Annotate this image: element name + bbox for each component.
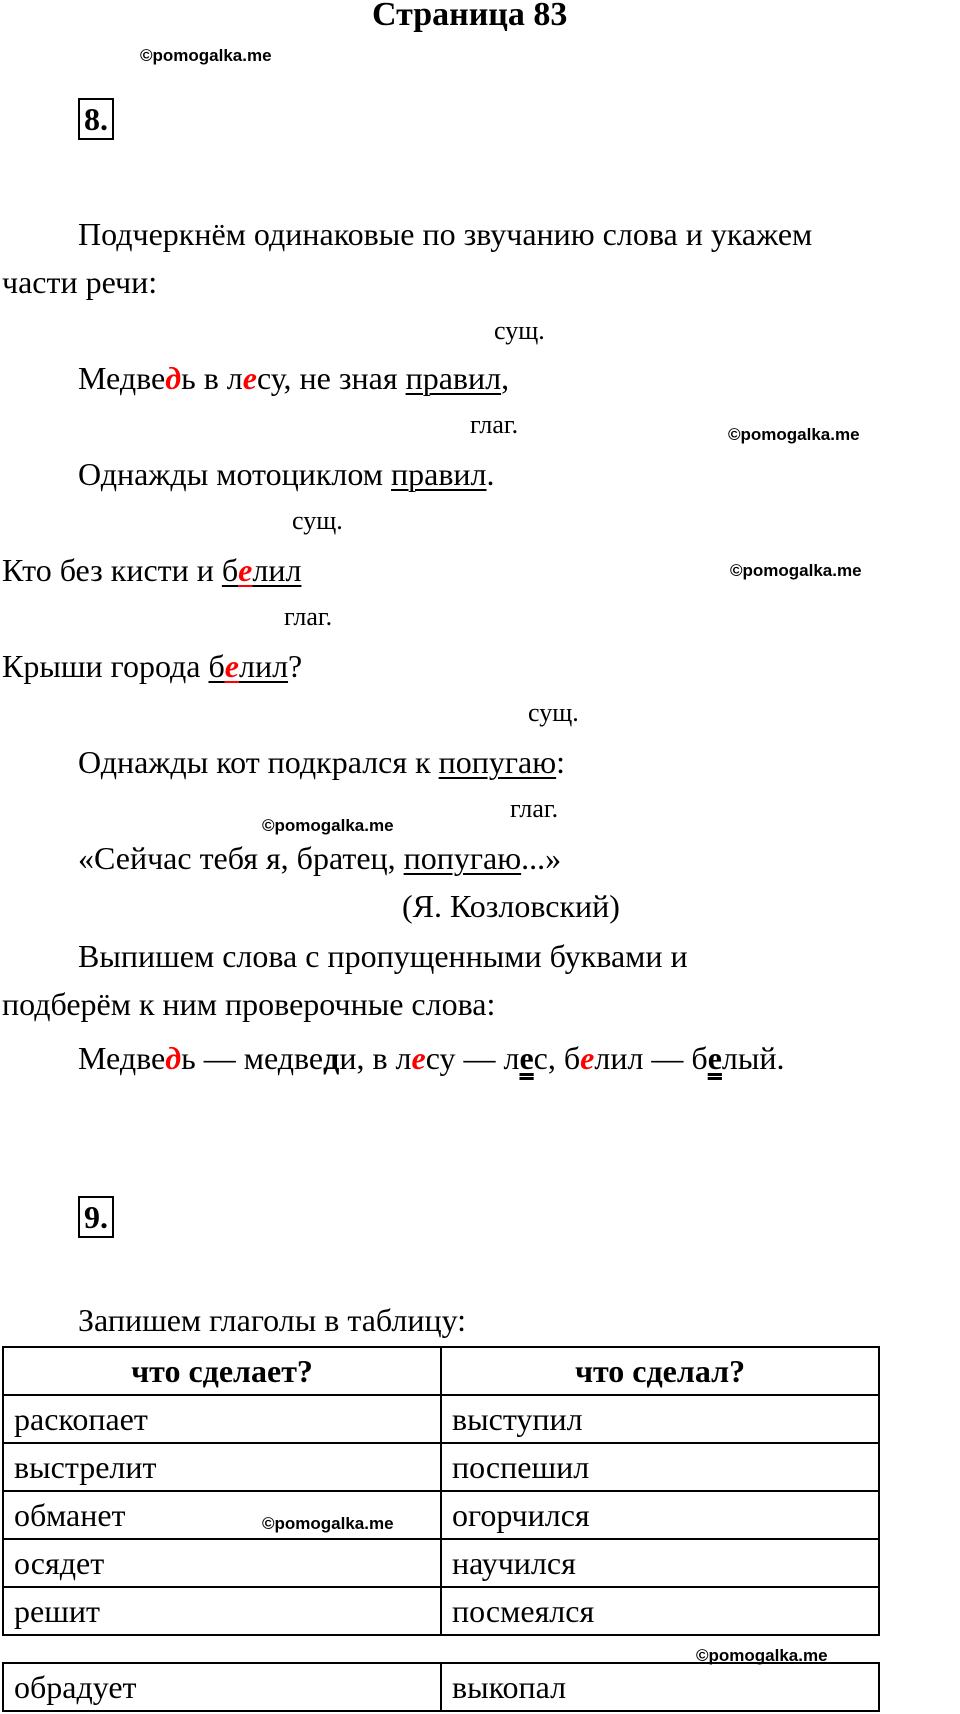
pos-label: сущ.: [494, 316, 545, 345]
pos-label: сущ.: [292, 506, 343, 535]
watermark: ©pomogalka.me: [140, 46, 272, 65]
underlined-word: правил: [390, 456, 487, 492]
pos-label: сущ.: [528, 698, 579, 727]
table-cell: поспешил: [441, 1443, 879, 1491]
ex8-intro-1: Подчеркнём одинаковые по звучанию слова и укажем: [78, 216, 813, 252]
underlined-word: правил: [405, 360, 502, 396]
page-title: Страница 83: [372, 0, 568, 33]
column-header: что сделает?: [3, 1347, 441, 1395]
table-cell: выстрелит: [3, 1443, 441, 1491]
underlined-word: попугаю: [403, 840, 522, 876]
ex8-task-2: подберём к ним проверочные слова:: [2, 986, 496, 1022]
exercise-number-8: 8.: [78, 98, 114, 140]
table-cell: обрадует: [3, 1663, 441, 1711]
table-cell: огорчился: [441, 1491, 879, 1539]
ex8-answer: Медведь — медведи, в лесу — лес, белил — белый.: [78, 1040, 785, 1076]
verbs-table-continued: [2, 1662, 880, 1712]
table-cell: осядет: [3, 1539, 441, 1587]
watermark: ©pomogalka.me: [728, 425, 860, 444]
pos-label: глаг.: [510, 794, 559, 823]
poem-author: (Я. Козловский): [402, 888, 620, 924]
poem-line: «Сейчас тебя я, братец, попугаю...»: [78, 840, 562, 876]
table-row: [3, 1443, 879, 1491]
watermark: ©pomogalka.me: [730, 561, 862, 580]
pos-label: глаг.: [470, 410, 519, 439]
highlighted-letter: е: [224, 648, 239, 684]
table-row: [3, 1395, 879, 1443]
exercise-number-9: 9.: [78, 1196, 114, 1238]
watermark: ©pomogalka.me: [262, 1514, 394, 1533]
poem-line: Однажды мотоциклом правил.: [78, 456, 495, 492]
watermark: ©pomogalka.me: [262, 816, 394, 835]
poem-line: Медведь в лесу, не зная правил,: [78, 360, 510, 396]
pos-label: глаг.: [284, 602, 333, 631]
table-row: [3, 1587, 879, 1635]
ex8-intro-2: части речи:: [2, 264, 158, 300]
table-row: [3, 1663, 879, 1711]
highlighted-letter: д: [165, 360, 182, 396]
verbs-table: [2, 1346, 880, 1636]
poem-line: Крыши города белил?: [2, 648, 303, 684]
column-header: что сделал?: [441, 1347, 879, 1395]
table-row: [3, 1491, 879, 1539]
table-cell: выкопал: [441, 1663, 879, 1711]
table-cell: посмеялся: [441, 1587, 879, 1635]
poem-line: Однажды кот подкрался к попугаю:: [78, 744, 565, 780]
table-cell: раскопает: [3, 1395, 441, 1443]
poem-line: Кто без кисти и белил: [2, 552, 302, 588]
table-cell: выступил: [441, 1395, 879, 1443]
table-header-row: [3, 1347, 879, 1395]
highlighted-letter: е: [242, 360, 257, 396]
watermark: ©pomogalka.me: [696, 1646, 828, 1665]
table-row: [3, 1539, 879, 1587]
table-cell: решит: [3, 1587, 441, 1635]
ex8-task-1: Выпишем слова с пропущенными буквами и: [78, 938, 688, 974]
highlighted-letter: е: [238, 552, 253, 588]
ex9-intro: Запишем глаголы в таблицу:: [78, 1302, 467, 1338]
table-cell: научился: [441, 1539, 879, 1587]
underlined-word: попугаю: [438, 744, 557, 780]
table-cell: обманет: [3, 1491, 441, 1539]
